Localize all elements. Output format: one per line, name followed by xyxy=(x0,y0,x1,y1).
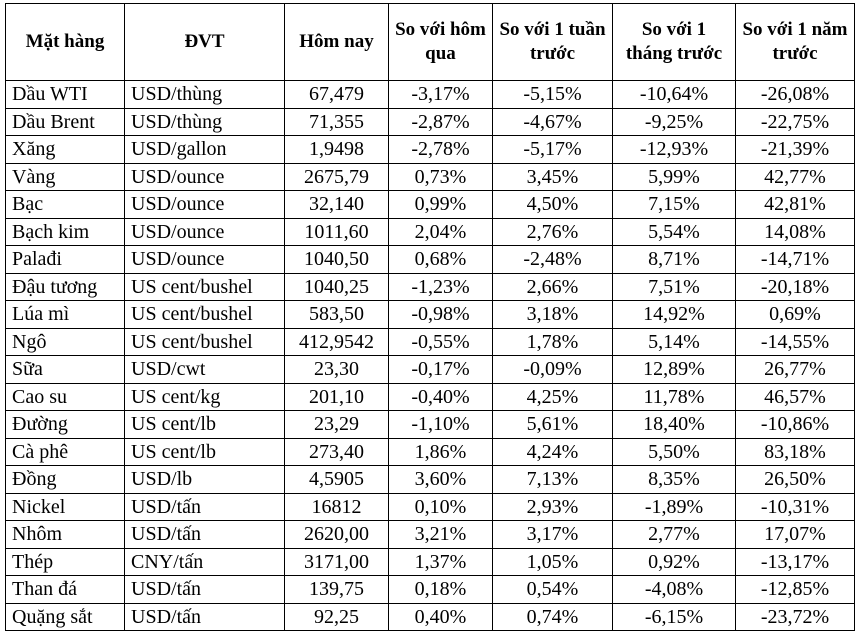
table-row xyxy=(6,108,855,136)
table-row xyxy=(6,411,855,439)
cell-vs-week: 2,66% xyxy=(493,273,613,301)
cell-today: 67,479 xyxy=(285,81,389,109)
cell-unit: USD/thùng xyxy=(125,81,285,109)
cell-commodity: Palađi xyxy=(6,246,125,274)
cell-vs-yesterday: -3,17% xyxy=(389,81,493,109)
cell-vs-yesterday: -0,40% xyxy=(389,383,493,411)
header-vs-yesterday: So với hôm qua xyxy=(389,4,493,81)
cell-unit: USD/lb xyxy=(125,466,285,494)
cell-vs-week: -5,17% xyxy=(493,136,613,164)
cell-vs-yesterday: -1,10% xyxy=(389,411,493,439)
cell-vs-year: -22,75% xyxy=(736,108,855,136)
cell-commodity: Xăng xyxy=(6,136,125,164)
cell-today: 1040,50 xyxy=(285,246,389,274)
cell-commodity: Thép xyxy=(6,548,125,576)
table-row xyxy=(6,603,855,631)
cell-vs-week: 2,93% xyxy=(493,493,613,521)
cell-unit: US cent/kg xyxy=(125,383,285,411)
cell-today: 4,5905 xyxy=(285,466,389,494)
cell-vs-yesterday: -0,55% xyxy=(389,328,493,356)
cell-vs-month: -10,64% xyxy=(613,81,736,109)
cell-vs-month: 14,92% xyxy=(613,301,736,329)
table-row xyxy=(6,81,855,109)
table-row xyxy=(6,383,855,411)
cell-commodity: Cà phê xyxy=(6,438,125,466)
table-row xyxy=(6,521,855,549)
cell-commodity: Đường xyxy=(6,411,125,439)
cell-commodity: Than đá xyxy=(6,576,125,604)
cell-unit: USD/tấn xyxy=(125,603,285,631)
cell-unit: US cent/bushel xyxy=(125,328,285,356)
table-row xyxy=(6,273,855,301)
cell-vs-week: -4,67% xyxy=(493,108,613,136)
cell-vs-month: 2,77% xyxy=(613,521,736,549)
cell-vs-year: -14,55% xyxy=(736,328,855,356)
table-row xyxy=(6,466,855,494)
cell-vs-month: 8,71% xyxy=(613,246,736,274)
cell-commodity: Cao su xyxy=(6,383,125,411)
cell-vs-week: 3,17% xyxy=(493,521,613,549)
cell-vs-month: -6,15% xyxy=(613,603,736,631)
cell-vs-week: 0,54% xyxy=(493,576,613,604)
cell-vs-week: -2,48% xyxy=(493,246,613,274)
cell-unit: US cent/bushel xyxy=(125,301,285,329)
cell-vs-week: 5,61% xyxy=(493,411,613,439)
cell-vs-week: -0,09% xyxy=(493,356,613,384)
cell-vs-week: 7,13% xyxy=(493,466,613,494)
cell-commodity: Nhôm xyxy=(6,521,125,549)
cell-vs-week: 1,78% xyxy=(493,328,613,356)
cell-unit: USD/ounce xyxy=(125,246,285,274)
cell-today: 23,30 xyxy=(285,356,389,384)
cell-today: 92,25 xyxy=(285,603,389,631)
cell-vs-yesterday: 0,18% xyxy=(389,576,493,604)
cell-today: 201,10 xyxy=(285,383,389,411)
table-row xyxy=(6,576,855,604)
cell-vs-week: 3,45% xyxy=(493,163,613,191)
header-unit: ĐVT xyxy=(125,4,285,81)
cell-vs-week: 0,74% xyxy=(493,603,613,631)
cell-unit: CNY/tấn xyxy=(125,548,285,576)
cell-commodity: Bạch kim xyxy=(6,218,125,246)
table-row xyxy=(6,493,855,521)
cell-today: 273,40 xyxy=(285,438,389,466)
cell-vs-month: 0,92% xyxy=(613,548,736,576)
cell-vs-year: -21,39% xyxy=(736,136,855,164)
cell-unit: USD/ounce xyxy=(125,163,285,191)
cell-unit: US cent/lb xyxy=(125,411,285,439)
cell-today: 16812 xyxy=(285,493,389,521)
cell-vs-year: -12,85% xyxy=(736,576,855,604)
cell-vs-week: 1,05% xyxy=(493,548,613,576)
cell-vs-month: 5,50% xyxy=(613,438,736,466)
cell-vs-year: 14,08% xyxy=(736,218,855,246)
cell-vs-year: -10,86% xyxy=(736,411,855,439)
table-row xyxy=(6,163,855,191)
cell-today: 412,9542 xyxy=(285,328,389,356)
header-vs-week: So với 1 tuần trước xyxy=(493,4,613,81)
cell-commodity: Quặng sắt xyxy=(6,603,125,631)
cell-vs-month: 5,14% xyxy=(613,328,736,356)
cell-vs-year: 26,77% xyxy=(736,356,855,384)
cell-today: 32,140 xyxy=(285,191,389,219)
cell-vs-yesterday: 1,86% xyxy=(389,438,493,466)
cell-commodity: Nickel xyxy=(6,493,125,521)
cell-vs-yesterday: 0,40% xyxy=(389,603,493,631)
cell-vs-yesterday: 0,10% xyxy=(389,493,493,521)
cell-vs-yesterday: -0,98% xyxy=(389,301,493,329)
cell-vs-month: 8,35% xyxy=(613,466,736,494)
cell-today: 1,9498 xyxy=(285,136,389,164)
cell-commodity: Dầu WTI xyxy=(6,81,125,109)
cell-vs-year: -10,31% xyxy=(736,493,855,521)
cell-vs-yesterday: 3,60% xyxy=(389,466,493,494)
header-today: Hôm nay xyxy=(285,4,389,81)
table-row xyxy=(6,438,855,466)
table-row xyxy=(6,328,855,356)
cell-vs-year: 17,07% xyxy=(736,521,855,549)
cell-vs-yesterday: -1,23% xyxy=(389,273,493,301)
cell-unit: USD/tấn xyxy=(125,493,285,521)
table-row xyxy=(6,356,855,384)
cell-commodity: Sữa xyxy=(6,356,125,384)
cell-vs-month: 5,99% xyxy=(613,163,736,191)
cell-vs-year: 42,81% xyxy=(736,191,855,219)
cell-vs-month: 12,89% xyxy=(613,356,736,384)
cell-today: 23,29 xyxy=(285,411,389,439)
cell-commodity: Lúa mì xyxy=(6,301,125,329)
cell-unit: USD/ounce xyxy=(125,191,285,219)
table-row xyxy=(6,246,855,274)
cell-vs-year: -13,17% xyxy=(736,548,855,576)
cell-vs-year: -23,72% xyxy=(736,603,855,631)
table-row xyxy=(6,218,855,246)
cell-vs-week: 3,18% xyxy=(493,301,613,329)
cell-vs-yesterday: 1,37% xyxy=(389,548,493,576)
cell-vs-yesterday: 0,73% xyxy=(389,163,493,191)
cell-vs-year: -26,08% xyxy=(736,81,855,109)
cell-vs-week: 4,24% xyxy=(493,438,613,466)
table-row xyxy=(6,548,855,576)
cell-unit: US cent/bushel xyxy=(125,273,285,301)
header-vs-year: So với 1 năm trước xyxy=(736,4,855,81)
cell-today: 139,75 xyxy=(285,576,389,604)
cell-commodity: Đồng xyxy=(6,466,125,494)
cell-commodity: Đậu tương xyxy=(6,273,125,301)
cell-today: 1040,25 xyxy=(285,273,389,301)
cell-commodity: Vàng xyxy=(6,163,125,191)
cell-vs-month: 11,78% xyxy=(613,383,736,411)
cell-today: 583,50 xyxy=(285,301,389,329)
cell-commodity: Bạc xyxy=(6,191,125,219)
cell-vs-yesterday: -2,87% xyxy=(389,108,493,136)
cell-unit: US cent/lb xyxy=(125,438,285,466)
cell-vs-week: 4,25% xyxy=(493,383,613,411)
cell-vs-yesterday: -2,78% xyxy=(389,136,493,164)
cell-vs-yesterday: 2,04% xyxy=(389,218,493,246)
cell-vs-month: 18,40% xyxy=(613,411,736,439)
header-commodity: Mặt hàng xyxy=(6,4,125,81)
table-row xyxy=(6,301,855,329)
cell-today: 1011,60 xyxy=(285,218,389,246)
header-row xyxy=(6,4,855,81)
cell-today: 71,355 xyxy=(285,108,389,136)
cell-vs-yesterday: 0,99% xyxy=(389,191,493,219)
cell-vs-year: 46,57% xyxy=(736,383,855,411)
cell-commodity: Ngô xyxy=(6,328,125,356)
cell-vs-week: -5,15% xyxy=(493,81,613,109)
cell-unit: USD/ounce xyxy=(125,218,285,246)
commodity-price-table xyxy=(5,3,855,631)
header-vs-month: So với 1 tháng trước xyxy=(613,4,736,81)
cell-vs-year: 42,77% xyxy=(736,163,855,191)
cell-vs-month: -12,93% xyxy=(613,136,736,164)
cell-unit: USD/tấn xyxy=(125,521,285,549)
cell-vs-yesterday: 0,68% xyxy=(389,246,493,274)
cell-vs-month: 7,15% xyxy=(613,191,736,219)
cell-unit: USD/cwt xyxy=(125,356,285,384)
table-body xyxy=(6,81,855,631)
cell-vs-month: -1,89% xyxy=(613,493,736,521)
cell-vs-year: -14,71% xyxy=(736,246,855,274)
cell-vs-yesterday: -0,17% xyxy=(389,356,493,384)
cell-today: 3171,00 xyxy=(285,548,389,576)
cell-vs-month: 5,54% xyxy=(613,218,736,246)
cell-vs-month: -4,08% xyxy=(613,576,736,604)
cell-vs-year: 26,50% xyxy=(736,466,855,494)
table-row xyxy=(6,136,855,164)
cell-vs-month: 7,51% xyxy=(613,273,736,301)
cell-vs-year: -20,18% xyxy=(736,273,855,301)
cell-vs-year: 83,18% xyxy=(736,438,855,466)
cell-unit: USD/thùng xyxy=(125,108,285,136)
cell-vs-week: 2,76% xyxy=(493,218,613,246)
cell-today: 2675,79 xyxy=(285,163,389,191)
cell-vs-month: -9,25% xyxy=(613,108,736,136)
cell-vs-week: 4,50% xyxy=(493,191,613,219)
table-row xyxy=(6,191,855,219)
cell-vs-yesterday: 3,21% xyxy=(389,521,493,549)
cell-commodity: Dầu Brent xyxy=(6,108,125,136)
cell-vs-year: 0,69% xyxy=(736,301,855,329)
cell-unit: USD/tấn xyxy=(125,576,285,604)
cell-today: 2620,00 xyxy=(285,521,389,549)
cell-unit: USD/gallon xyxy=(125,136,285,164)
